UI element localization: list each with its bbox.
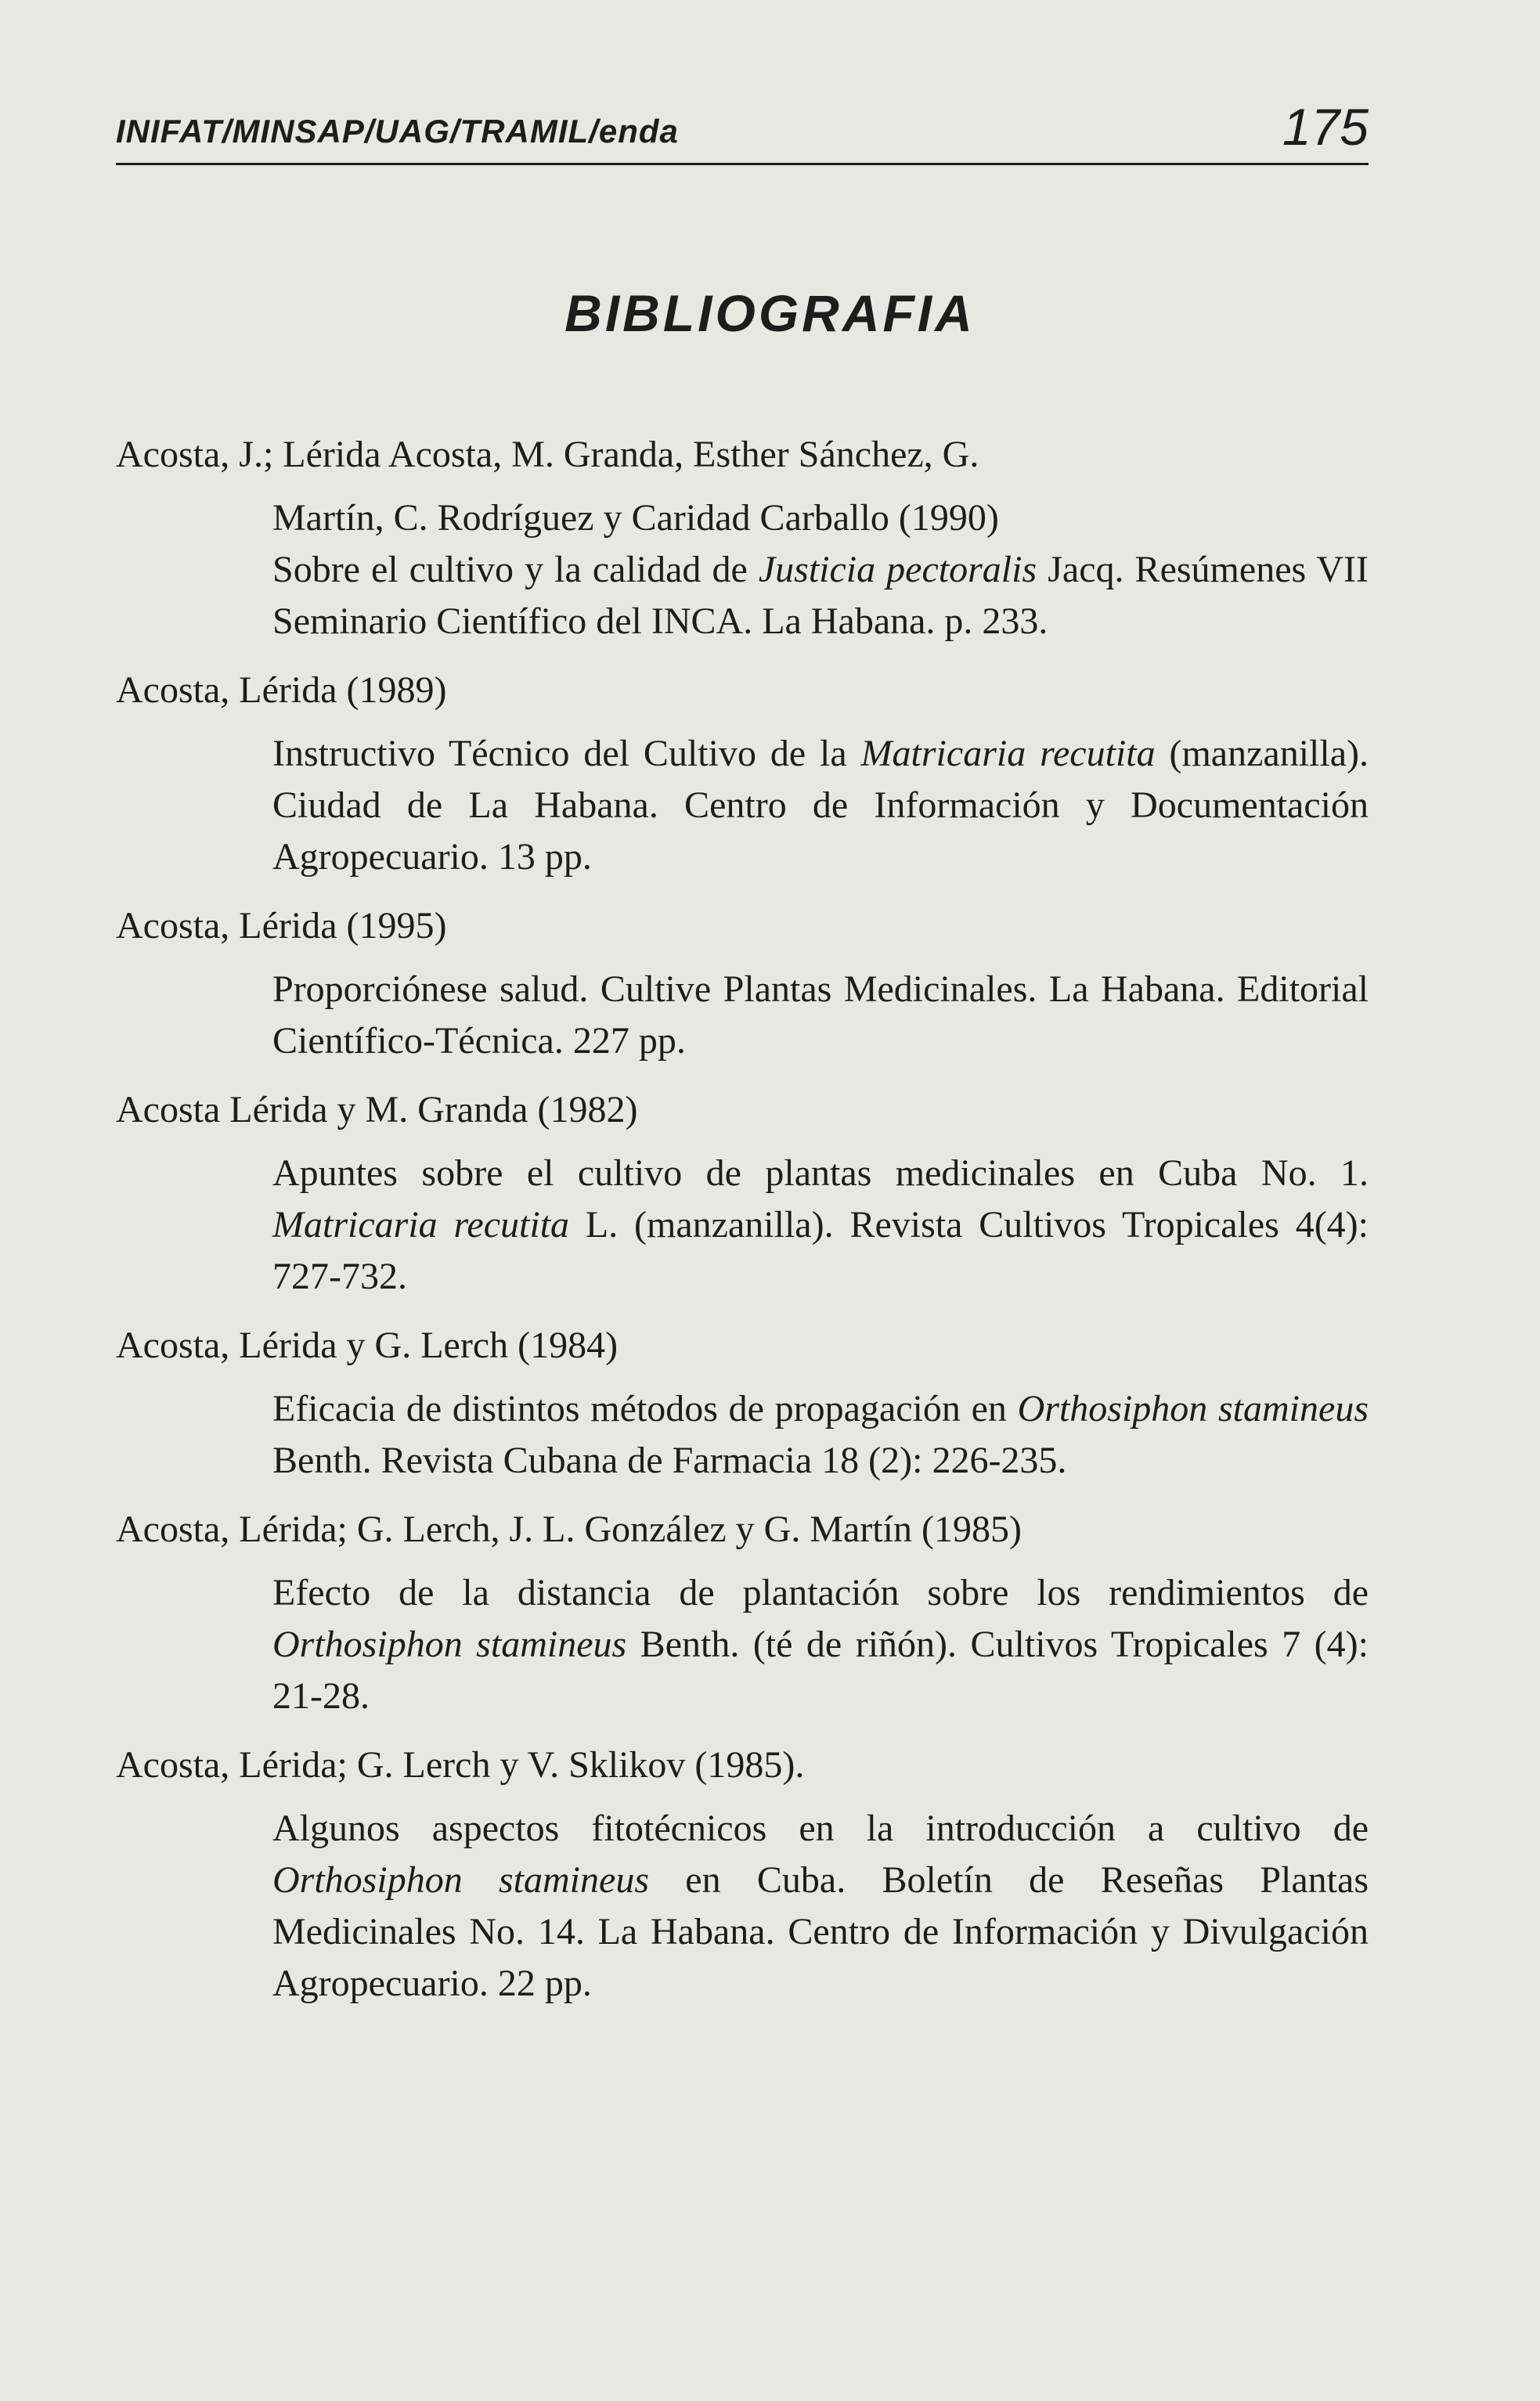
bib-reference: Algunos aspectos fitotécnicos en la introducción a cultivo de Orthosiphon stamineus en Cuba. Boletín de Reseñas Plantas Medicinales No. 14. La Habana. Centro de Información y Divulgación Agropecuario. 22 pp. (272, 1808, 1369, 2004)
bib-authors: Acosta, Lérida; G. Lerch y V. Sklikov (1985). (116, 1744, 805, 1786)
species-name: Matricaria recutita (272, 1204, 570, 1246)
running-head: INIFAT/MINSAP/UAG/TRAMIL/enda (116, 113, 679, 150)
bib-reference: Martín, C. Rodríguez y Caridad Carballo (1990) Sobre el cultivo y la calidad de Justicia pectoralis Jacq. Resúmenes VII Seminario Científico del INCA. La Habana. p. 233. (272, 497, 1369, 642)
bib-reference: Apuntes sobre el cultivo de plantas medicinales en Cuba No. 1. Matricaria recutita L. (manzanilla). Revista Cultivos Tropicales 4(4): 727-732. (272, 1152, 1369, 1297)
bib-reference: Proporciónese salud. Cultive Plantas Medicinales. La Habana. Editorial Científico-Técnica. 227 pp. (272, 968, 1369, 1062)
species-name: Justicia pectoralis (758, 549, 1037, 590)
bib-authors: Acosta, J.; Lérida Acosta, M. Granda, Esther Sánchez, G. (116, 434, 979, 475)
bib-reference: Instructivo Técnico del Cultivo de la Matricaria recutita (manzanilla). Ciudad de La Habana. Centro de Información y Documentación Agropecuario. 13 pp. (272, 733, 1369, 878)
bib-authors: Acosta, Lérida; G. Lerch, J. L. González y G. Martín (1985) (116, 1509, 1022, 1550)
bib-reference: Eficacia de distintos métodos de propagación en Orthosiphon stamineus Benth. Revista Cubana de Farmacia 18 (2): 226-235. (272, 1388, 1369, 1481)
species-name: Orthosiphon stamineus (272, 1859, 649, 1901)
bibliography-list (116, 429, 1369, 2027)
bib-authors: Acosta, Lérida y G. Lerch (1984) (116, 1325, 619, 1366)
section-title: BIBLIOGRAFIA (564, 284, 976, 342)
bib-authors: Acosta, Lérida (1989) (116, 669, 447, 711)
species-name: Orthosiphon stamineus (1017, 1388, 1369, 1429)
header-rule (116, 163, 1369, 165)
page-header (116, 98, 1369, 158)
species-name: Orthosiphon stamineus (272, 1624, 627, 1665)
bib-entry (116, 1739, 1369, 2010)
bib-authors: Acosta, Lérida (1995) (116, 905, 447, 946)
bib-reference: Efecto de la distancia de plantación sobre los rendimientos de Orthosiphon stamineus Benth. (té de riñón). Cultivos Tropicales 7 (4): 21-28. (272, 1572, 1369, 1717)
bib-entry (116, 900, 1369, 1067)
bib-authors-cont: Martín, C. Rodríguez y Caridad Carballo (1990) (272, 497, 999, 539)
bib-entry (116, 1084, 1369, 1303)
bib-entry (116, 665, 1369, 883)
species-name: Matricaria recutita (860, 733, 1156, 774)
bib-entry (116, 1320, 1369, 1487)
bib-entry (116, 429, 1369, 647)
page-number: 175 (1282, 98, 1369, 156)
bib-entry (116, 1504, 1369, 1722)
bib-authors: Acosta Lérida y M. Granda (1982) (116, 1089, 638, 1130)
